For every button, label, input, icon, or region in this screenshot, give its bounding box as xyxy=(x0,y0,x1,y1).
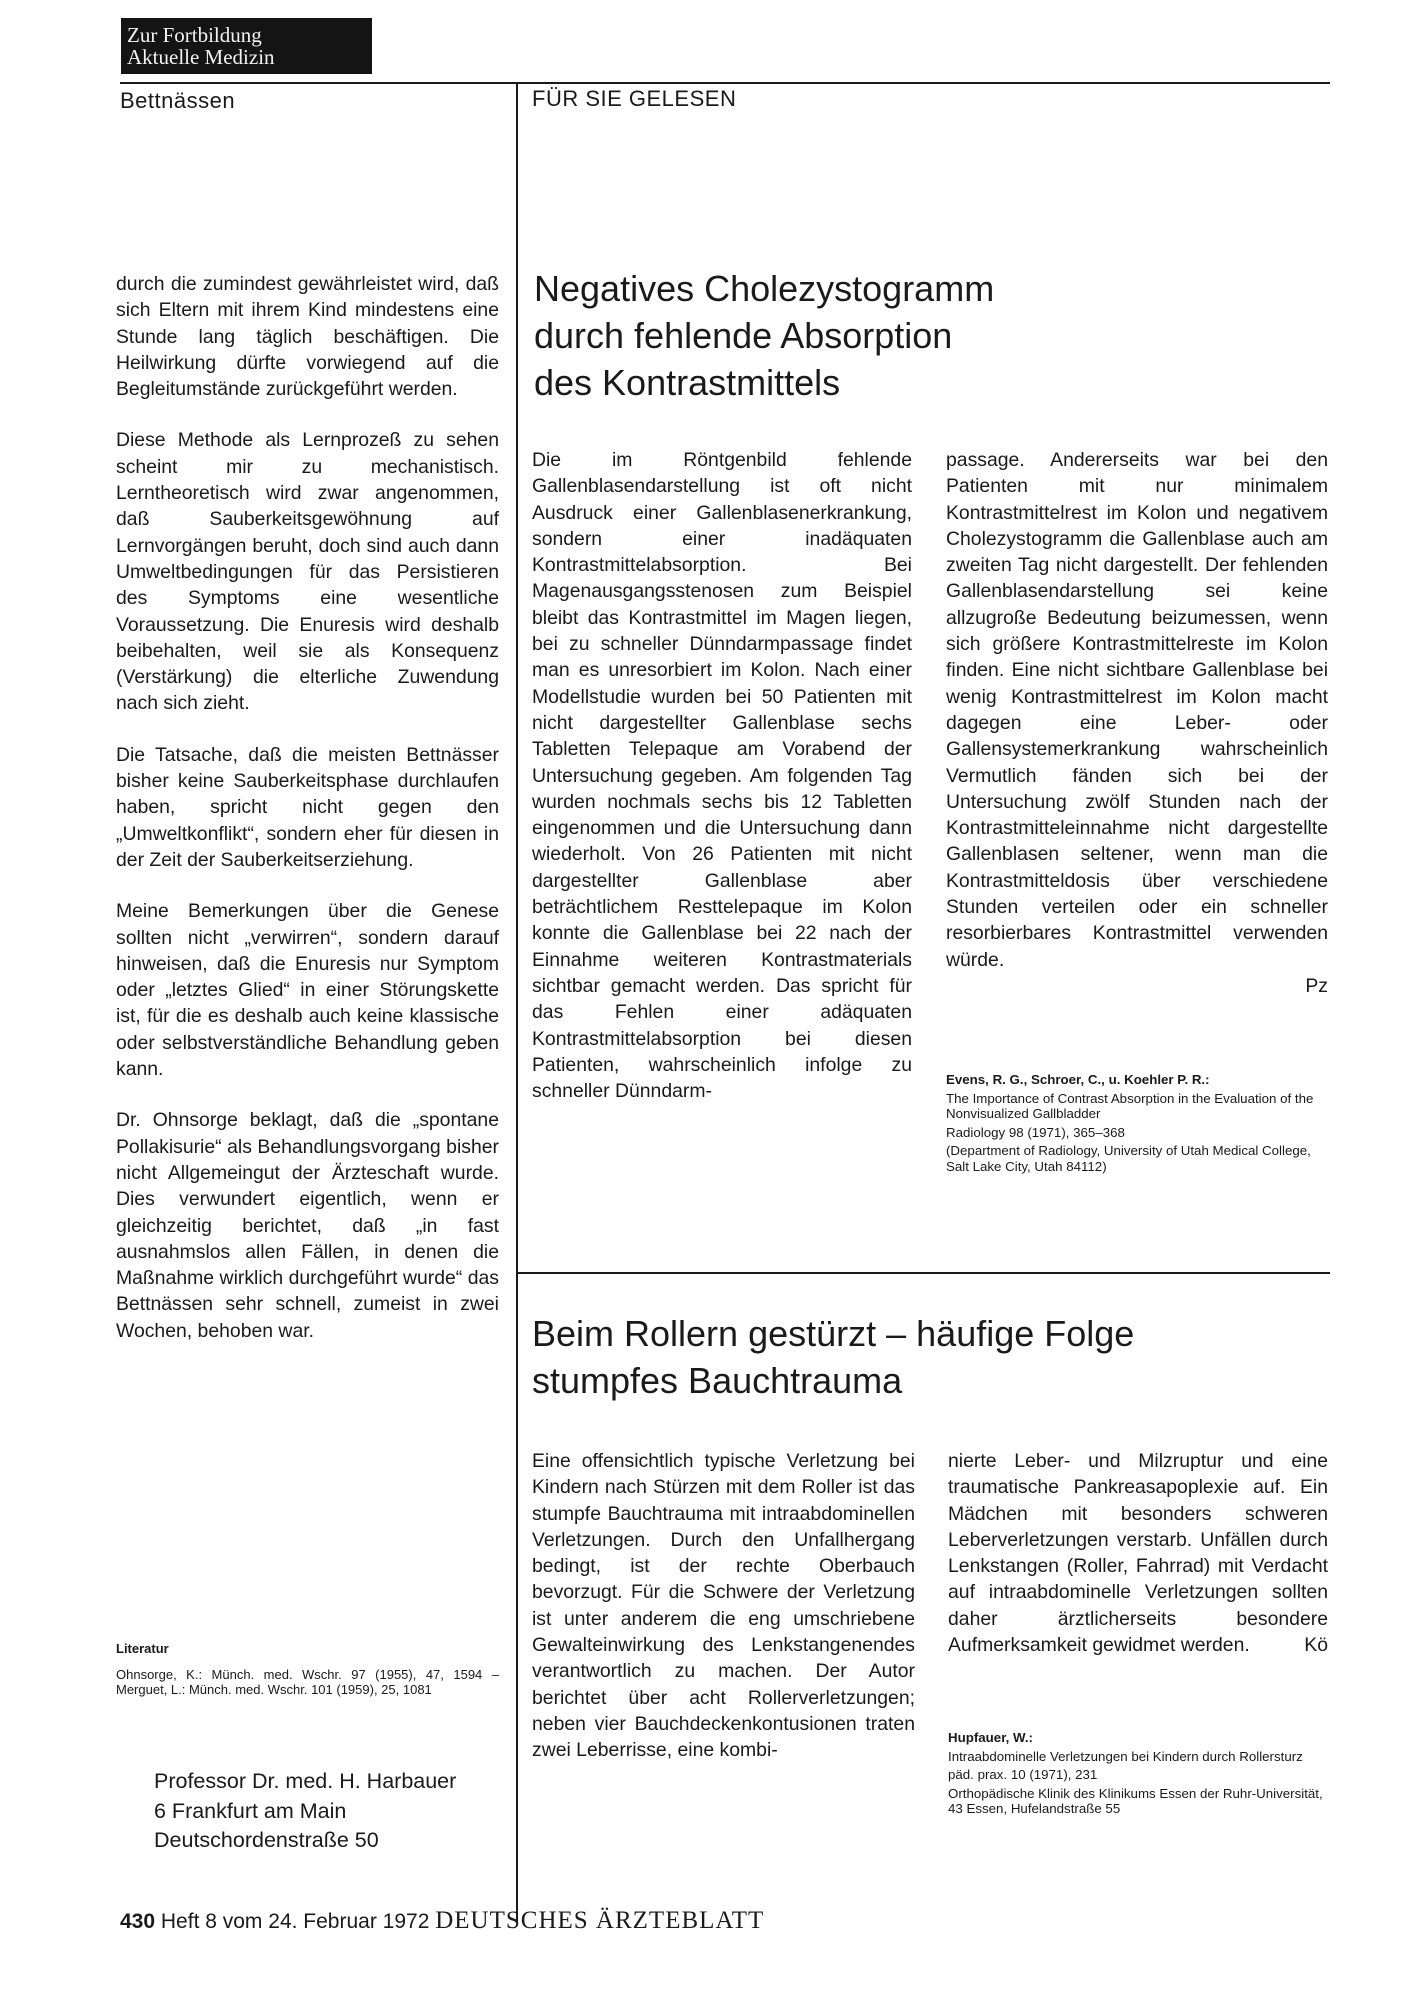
article1-headline xyxy=(534,265,1314,406)
article1-signature: Pz xyxy=(1305,974,1328,997)
article1-reference xyxy=(946,1072,1328,1177)
article2-col2 xyxy=(948,1448,1328,1659)
headline-line: Negatives Cholezystogramm xyxy=(534,268,995,309)
article2-col1: Eine offensichtlich typische Verletzung bei Kindern nach Stürzen mit dem Roller ist das stumpfe Bauchtrauma mit intraabdominellen Verletzungen. Durch den Unfallhergang bedingt, ist der rechte Oberbauch bevorzugt. Für die Schwere der Verletzung ist unter anderem die eng umschriebene Gewalteinwirkung des Lenkstangenendes verantwortlich zu machen. Der Autor berichtet über acht Rollerverletzungen; neben vier Bauchdeckenkontusionen traten zwei Leberrisse, eine kombi- xyxy=(532,1450,915,1762)
article1-col1: Die im Röntgenbild fehlende Gallenblasendarstellung ist oft nicht Ausdruck einer Gallenblasenerkrankung, sondern einer inadäquaten Kontrastmittelabsorption. Bei Magenausgangsstenosen zum Beispiel bleibt das Kontrastmittel im Magen liegen, bei zu schneller Dünndarmpassage findet man es unresorbiert im Kolon. Nach einer Modellstudie wurden bei 50 Patienten mit nicht dargestellter Gallenblase sechs Tabletten Telepaque am Vorabend der Untersuchung gegeben. Am folgenden Tag wurden nochmals sechs bis 12 Tabletten eingenommen und die Untersuchung dann wiederholt. Von 26 Patienten mit nicht dargestellter Gallenblase aber beträchtlichem Resttelepaque im Kolon konnte die Gallenblase bei 22 nach der Einnahme weiteren Kontrastmaterials sichtbar gemacht werden. Das spricht für das Fehlen einer adäquaten Kontrastmittelabsorption bei diesen Patienten, wahrscheinlich infolge zu schneller Dünndarm- xyxy=(532,449,912,1103)
headline-line: stumpfes Bauchtrauma xyxy=(532,1360,903,1401)
left-paragraph: Dr. Ohnsorge beklagt, daß die „spontane Pollakisurie“ als Behandlungsvorgang bisher nicht Allgemeingut der Ärzteschaft wurde. Dies verwundert eigentlich, wenn er gleichzeitig berichtet, daß „in fast ausnahmslos allen Fällen, in denen die Maßnahme wirklich durchgeführt wurde“ das Bettnässen sehr schnell, zumeist in zwei Wochen, behoben war. xyxy=(116,1109,499,1342)
article2-reference xyxy=(948,1730,1328,1820)
page-number: 430 xyxy=(120,1910,156,1933)
address-line: Professor Dr. med. H. Harbauer xyxy=(154,1769,457,1793)
ref-journal: Radiology 98 (1971), 365–368 xyxy=(946,1124,1125,1140)
article2-headline xyxy=(532,1310,1322,1404)
section-badge xyxy=(121,18,372,74)
right-section-label: FÜR SIE GELESEN xyxy=(532,86,737,111)
issue-info: Heft 8 vom 24. Februar 1972 xyxy=(160,1910,430,1933)
left-paragraph: durch die zumindest gewährleistet wird, daß sich Eltern mit ihrem Kind mindestens eine Stunde lang täglich beschäftigen. Die Heilwirkung dürfte vorwiegend auf die Begleitumstände zurückgeführt werden. xyxy=(116,273,499,401)
article2-col2-text: nierte Leber- und Milzruptur und eine traumatische Pankreasapoplexie auf. Ein Mädchen mit besonders schweren Leberverletzungen verstarb. Unfällen durch Lenkstangen (Roller, Fahrrad) mit Verdacht auf intraabdominelle Verletzungen sollten daher ärztlicherseits besondere Aufmerksamkeit gewidmet werden. xyxy=(948,1450,1328,1657)
left-paragraph: Diese Methode als Lernprozeß zu sehen scheint mir zu mechanistisch. Lerntheoretisch wird zwar angenommen, daß Sauberkeitsgewöhnung auf Lernvorgängen beruht, doch sind auch dann Umweltbedingungen für das Persistieren des Symptoms eine wesentliche Voraussetzung. Die Enuresis wird deshalb beibehalten, weil sie als Konsequenz (Verstärkung) die elterliche Zuwendung nach sich zieht. xyxy=(116,429,499,715)
left-section-label: Bettnässen xyxy=(120,88,236,113)
left-column xyxy=(116,271,499,1369)
author-address xyxy=(154,1767,504,1856)
headline-line: durch fehlende Absorption xyxy=(534,315,953,356)
left-paragraph: Die Tatsache, daß die meisten Bettnässer bisher keine Sauberkeitsphase durchlaufen haben, spricht nicht gegen den „Umweltkonflikt“, sondern eher für diesen in der Zeit der Sauberkeitserziehung. xyxy=(116,743,499,871)
ref-affiliation: (Department of Radiology, University of Utah Medical College, Salt Lake City, Utah 84112) xyxy=(946,1143,1311,1174)
column-divider xyxy=(516,82,518,1922)
ref-authors: Evens, R. G., Schroer, C., u. Koehler P. R.: xyxy=(946,1072,1210,1087)
badge-line-2: Aktuelle Medizin xyxy=(127,45,275,69)
ref-title: The Importance of Contrast Absorption in the Evaluation of the Nonvisualized Gallbladder xyxy=(946,1090,1314,1121)
ref-affiliation: Orthopädische Klinik des Klinikums Essen der Ruhr-Universität, 43 Essen, Hufelandstraße 55 xyxy=(948,1785,1323,1816)
article-divider xyxy=(518,1272,1330,1274)
article1-col2-text: passage. Andererseits war bei den Patienten mit nur minimalem Kontrastmittelrest im Kolon und negativem Cholezystogramm die Gallenblase auch am zweiten Tag nicht dargestellt. Der fehlenden Gallenblasendarstellung sei keine allzugroße Bedeutung beizumessen, wenn sich größere Kontrastmittelreste im Kolon finden. Eine nicht sichtbare Gallenblase bei wenig Kontrastmittelrest im Kolon macht dagegen eine Leber- oder Gallensystemerkrankung wahrscheinlich Vermutlich fänden sich bei der Untersuchung zwölf Stunden nach der Kontrastmitteleinnahme nicht dargestellte Gallenblasen seltener, wenn man die Kontrastmitteldosis über verschiedene Stunden verteilen oder ein schneller resorbierbares Kontrastmittel verwenden würde. xyxy=(946,449,1328,971)
headline-line: des Kontrastmittels xyxy=(534,362,841,403)
left-paragraph: Meine Bemerkungen über die Genese sollten nicht „verwirren“, sondern darauf hinweisen, daß die Enuresis nur Symptom oder „letztes Glied“ in einer Störungskette ist, für die es deshalb auch keine klassische oder selbstverständliche Behandlung geben kann. xyxy=(116,900,499,1081)
literature-text: Ohnsorge, K.: Münch. med. Wschr. 97 (1955), 47, 1594 – Merguet, L.: Münch. med. Wschr. 101 (1959), 25, 1081 xyxy=(116,1667,499,1697)
address-line: Deutschordenstraße 50 xyxy=(154,1828,379,1852)
literature-title: Literatur xyxy=(116,1641,169,1656)
article1-col2 xyxy=(946,447,1328,999)
ref-journal: päd. prax. 10 (1971), 231 xyxy=(948,1767,1098,1782)
article2-signature: Kö xyxy=(1304,1634,1328,1657)
page-footer xyxy=(120,1908,764,1935)
badge-line-1: Zur Fortbildung xyxy=(127,23,262,47)
headline-line: Beim Rollern gestürzt – häufige Folge xyxy=(532,1313,1135,1354)
ref-authors: Hupfauer, W.: xyxy=(948,1730,1033,1745)
ref-title: Intraabdominelle Verletzungen bei Kindern durch Rollersturz xyxy=(948,1748,1303,1764)
address-line: 6 Frankfurt am Main xyxy=(154,1798,347,1823)
header-rule xyxy=(120,82,1330,84)
journal-name: DEUTSCHES ÄRZTEBLATT xyxy=(435,1907,765,1934)
